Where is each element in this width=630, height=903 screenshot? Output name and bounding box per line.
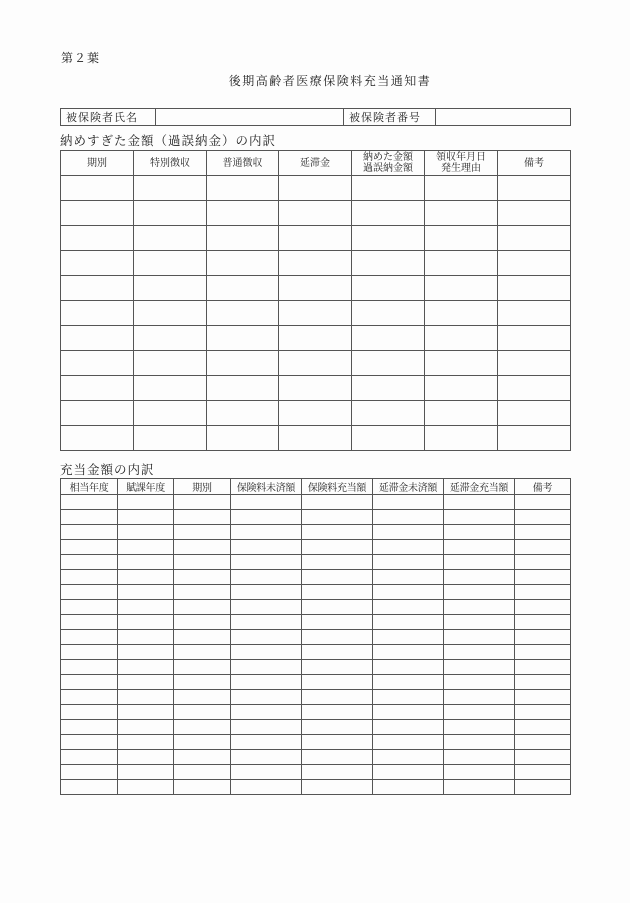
charge-cell[interactable]	[231, 750, 302, 765]
charge-cell[interactable]	[61, 765, 118, 780]
charge-cell[interactable]	[118, 510, 174, 525]
charge-cell[interactable]	[231, 765, 302, 780]
overpayment-cell[interactable]	[352, 251, 425, 276]
charge-cell[interactable]	[231, 570, 302, 585]
charge-cell[interactable]	[302, 600, 373, 615]
overpayment-cell[interactable]	[279, 351, 352, 376]
charge-row	[61, 660, 571, 675]
overpayment-cell[interactable]	[207, 326, 279, 351]
overpayment-cell[interactable]	[425, 401, 498, 426]
charge-cell[interactable]	[174, 525, 231, 540]
charge-cell[interactable]	[174, 495, 231, 510]
overpayment-cell[interactable]	[498, 401, 571, 426]
overpayment-cell[interactable]	[279, 276, 352, 301]
overpayment-cell[interactable]	[134, 426, 207, 451]
charge-cell[interactable]	[373, 765, 444, 780]
charge-cell[interactable]	[174, 570, 231, 585]
col-header-normal-collection: 普通徴収	[207, 151, 279, 176]
charge-cell[interactable]	[444, 780, 515, 795]
charge-cell[interactable]	[515, 735, 571, 750]
overpayment-row	[61, 276, 571, 301]
charge-cell[interactable]	[174, 690, 231, 705]
charge-cell[interactable]	[231, 720, 302, 735]
charge-cell[interactable]	[515, 495, 571, 510]
charge-cell[interactable]	[174, 555, 231, 570]
charge-row	[61, 555, 571, 570]
overpayment-cell[interactable]	[207, 226, 279, 251]
charge-row	[61, 630, 571, 645]
charge-cell[interactable]	[373, 495, 444, 510]
overpayment-cell[interactable]	[279, 401, 352, 426]
overpayment-header-row	[61, 151, 571, 176]
charge-cell[interactable]	[515, 615, 571, 630]
charge-cell[interactable]	[231, 690, 302, 705]
overpayment-cell[interactable]	[134, 226, 207, 251]
charge-cell[interactable]	[302, 675, 373, 690]
charge-cell[interactable]	[174, 540, 231, 555]
overpayment-cell[interactable]	[498, 276, 571, 301]
col-header-late-fee-applied: 延滞金充当額	[444, 479, 515, 495]
overpayment-cell[interactable]	[425, 201, 498, 226]
overpayment-section-title: 納めすぎた金額（過誤納金）の内訳	[60, 133, 277, 148]
charge-cell[interactable]	[61, 660, 118, 675]
charge-cell[interactable]	[373, 600, 444, 615]
overpayment-cell[interactable]	[352, 276, 425, 301]
charge-cell[interactable]	[302, 750, 373, 765]
charge-cell[interactable]	[302, 735, 373, 750]
charge-cell[interactable]	[515, 600, 571, 615]
overpayment-cell[interactable]	[352, 326, 425, 351]
charge-cell[interactable]	[231, 630, 302, 645]
charge-cell[interactable]	[118, 540, 174, 555]
col-header-period: 期別	[61, 151, 134, 176]
charge-cell[interactable]	[302, 705, 373, 720]
overpayment-cell[interactable]	[207, 176, 279, 201]
charge-cell[interactable]	[515, 555, 571, 570]
charge-cell[interactable]	[174, 705, 231, 720]
overpayment-cell[interactable]	[61, 226, 134, 251]
overpayment-cell[interactable]	[207, 351, 279, 376]
charge-cell[interactable]	[61, 705, 118, 720]
insured-number-field[interactable]	[436, 109, 571, 126]
charge-cell[interactable]	[302, 585, 373, 600]
charge-cell[interactable]	[373, 630, 444, 645]
charge-cell[interactable]	[118, 675, 174, 690]
overpayment-cell[interactable]	[425, 176, 498, 201]
charge-cell[interactable]	[444, 570, 515, 585]
overpayment-cell[interactable]	[498, 376, 571, 401]
overpayment-cell[interactable]	[425, 276, 498, 301]
charge-cell[interactable]	[302, 510, 373, 525]
overpayment-cell[interactable]	[134, 251, 207, 276]
charge-cell[interactable]	[444, 690, 515, 705]
charge-cell[interactable]	[373, 780, 444, 795]
overpayment-cell[interactable]	[207, 201, 279, 226]
charge-cell[interactable]	[373, 540, 444, 555]
overpayment-cell[interactable]	[134, 201, 207, 226]
insured-name-label: 被保険者氏名	[61, 109, 156, 126]
charge-cell[interactable]	[61, 585, 118, 600]
charge-cell[interactable]	[231, 660, 302, 675]
charge-cell[interactable]	[373, 525, 444, 540]
overpayment-cell[interactable]	[279, 176, 352, 201]
overpayment-cell[interactable]	[134, 376, 207, 401]
sheet-number-label: 第２葉	[61, 51, 101, 65]
col-header-late-fee: 延滞金	[279, 151, 352, 176]
charge-cell[interactable]	[118, 765, 174, 780]
charge-table	[60, 478, 571, 795]
overpayment-cell[interactable]	[134, 276, 207, 301]
charge-cell[interactable]	[61, 675, 118, 690]
charge-cell[interactable]	[174, 735, 231, 750]
overpayment-cell[interactable]	[498, 326, 571, 351]
overpayment-cell[interactable]	[134, 351, 207, 376]
charge-cell[interactable]	[444, 705, 515, 720]
charge-cell[interactable]	[515, 690, 571, 705]
charge-cell[interactable]	[515, 765, 571, 780]
col-header-receipt-date-reason: 領収年月日 発生理由	[425, 151, 498, 176]
charge-cell[interactable]	[373, 615, 444, 630]
overpayment-cell[interactable]	[61, 251, 134, 276]
insured-name-field[interactable]	[156, 109, 344, 126]
overpayment-row	[61, 176, 571, 201]
overpayment-row	[61, 226, 571, 251]
overpayment-cell[interactable]	[498, 251, 571, 276]
overpayment-cell[interactable]	[425, 301, 498, 326]
overpayment-row	[61, 351, 571, 376]
charge-row	[61, 495, 571, 510]
charge-cell[interactable]	[444, 720, 515, 735]
charge-cell[interactable]	[61, 750, 118, 765]
charge-cell[interactable]	[61, 510, 118, 525]
charge-cell[interactable]	[444, 510, 515, 525]
charge-cell[interactable]	[302, 525, 373, 540]
charge-row	[61, 750, 571, 765]
charge-cell[interactable]	[444, 630, 515, 645]
overpayment-cell[interactable]	[425, 426, 498, 451]
charge-cell[interactable]	[302, 780, 373, 795]
overpayment-cell[interactable]	[352, 401, 425, 426]
overpayment-body	[61, 176, 571, 451]
charge-cell[interactable]	[174, 510, 231, 525]
charge-cell[interactable]	[61, 645, 118, 660]
overpayment-cell[interactable]	[279, 426, 352, 451]
charge-cell[interactable]	[118, 600, 174, 615]
charge-cell[interactable]	[444, 735, 515, 750]
overpayment-table	[60, 150, 571, 451]
charge-cell[interactable]	[174, 585, 231, 600]
charge-cell[interactable]	[118, 720, 174, 735]
charge-cell[interactable]	[302, 615, 373, 630]
overpayment-cell[interactable]	[279, 201, 352, 226]
charge-cell[interactable]	[373, 675, 444, 690]
charge-cell[interactable]	[174, 720, 231, 735]
charge-cell[interactable]	[118, 615, 174, 630]
charge-cell[interactable]	[515, 705, 571, 720]
charge-cell[interactable]	[515, 585, 571, 600]
charge-cell[interactable]	[61, 630, 118, 645]
col-header-applicable-year: 相当年度	[61, 479, 118, 495]
charge-cell[interactable]	[61, 600, 118, 615]
charge-row	[61, 585, 571, 600]
overpayment-cell[interactable]	[498, 201, 571, 226]
overpayment-cell[interactable]	[425, 326, 498, 351]
charge-row	[61, 675, 571, 690]
charge-cell[interactable]	[302, 540, 373, 555]
overpayment-row	[61, 301, 571, 326]
overpayment-row	[61, 376, 571, 401]
overpayment-cell[interactable]	[425, 351, 498, 376]
charge-cell[interactable]	[231, 540, 302, 555]
charge-cell[interactable]	[118, 630, 174, 645]
overpayment-cell[interactable]	[61, 301, 134, 326]
charge-cell[interactable]	[174, 780, 231, 795]
charge-cell[interactable]	[118, 645, 174, 660]
charge-cell[interactable]	[444, 615, 515, 630]
overpayment-cell[interactable]	[61, 351, 134, 376]
overpayment-row	[61, 426, 571, 451]
col-header-assessment-year: 賦課年度	[118, 479, 174, 495]
charge-cell[interactable]	[118, 780, 174, 795]
charge-row	[61, 600, 571, 615]
charge-cell[interactable]	[515, 525, 571, 540]
charge-cell[interactable]	[373, 570, 444, 585]
overpayment-cell[interactable]	[352, 351, 425, 376]
charge-cell[interactable]	[515, 720, 571, 735]
overpayment-cell[interactable]	[498, 351, 571, 376]
charge-cell[interactable]	[231, 510, 302, 525]
charge-cell[interactable]	[515, 750, 571, 765]
charge-cell[interactable]	[174, 660, 231, 675]
overpayment-cell[interactable]	[425, 226, 498, 251]
charge-cell[interactable]	[174, 645, 231, 660]
overpayment-cell[interactable]	[61, 276, 134, 301]
overpayment-cell[interactable]	[279, 301, 352, 326]
charge-cell[interactable]	[231, 525, 302, 540]
charge-cell[interactable]	[302, 720, 373, 735]
charge-cell[interactable]	[118, 735, 174, 750]
charge-cell[interactable]	[231, 735, 302, 750]
charge-row	[61, 690, 571, 705]
charge-row	[61, 570, 571, 585]
charge-cell[interactable]	[444, 495, 515, 510]
charge-row	[61, 510, 571, 525]
charge-row	[61, 735, 571, 750]
insured-info-table	[60, 108, 571, 126]
charge-cell[interactable]	[174, 675, 231, 690]
insured-number-label: 被保険者番号	[344, 109, 436, 126]
overpayment-cell[interactable]	[498, 301, 571, 326]
charge-cell[interactable]	[231, 600, 302, 615]
overpayment-cell[interactable]	[279, 326, 352, 351]
charge-cell[interactable]	[444, 585, 515, 600]
charge-cell[interactable]	[231, 780, 302, 795]
charge-cell[interactable]	[118, 495, 174, 510]
overpayment-cell[interactable]	[207, 401, 279, 426]
charge-cell[interactable]	[515, 660, 571, 675]
charge-cell[interactable]	[444, 750, 515, 765]
col-header-remarks: 備考	[515, 479, 571, 495]
charge-row	[61, 705, 571, 720]
overpayment-row	[61, 326, 571, 351]
charge-cell[interactable]	[118, 750, 174, 765]
insured-info-row	[61, 109, 571, 126]
overpayment-cell[interactable]	[279, 251, 352, 276]
overpayment-cell[interactable]	[425, 376, 498, 401]
charge-cell[interactable]	[174, 630, 231, 645]
charge-cell[interactable]	[61, 615, 118, 630]
charge-cell[interactable]	[118, 585, 174, 600]
col-header-period: 期別	[174, 479, 231, 495]
charge-cell[interactable]	[515, 510, 571, 525]
charge-cell[interactable]	[515, 645, 571, 660]
charge-row	[61, 525, 571, 540]
charge-cell[interactable]	[302, 570, 373, 585]
charge-cell[interactable]	[515, 570, 571, 585]
col-header-premium-applied: 保険料充当額	[302, 479, 373, 495]
charge-cell[interactable]	[61, 525, 118, 540]
charge-cell[interactable]	[174, 615, 231, 630]
charge-cell[interactable]	[373, 720, 444, 735]
charge-cell[interactable]	[444, 600, 515, 615]
overpayment-cell[interactable]	[134, 176, 207, 201]
charge-cell[interactable]	[302, 555, 373, 570]
charge-cell[interactable]	[118, 555, 174, 570]
charge-cell[interactable]	[61, 540, 118, 555]
overpayment-cell[interactable]	[61, 426, 134, 451]
charge-cell[interactable]	[118, 570, 174, 585]
charge-cell[interactable]	[302, 630, 373, 645]
charge-cell[interactable]	[515, 540, 571, 555]
overpayment-cell[interactable]	[134, 301, 207, 326]
charge-cell[interactable]	[61, 780, 118, 795]
overpayment-cell[interactable]	[352, 376, 425, 401]
overpayment-cell[interactable]	[352, 301, 425, 326]
overpayment-cell[interactable]	[279, 376, 352, 401]
charge-cell[interactable]	[231, 705, 302, 720]
overpayment-cell[interactable]	[207, 301, 279, 326]
overpayment-cell[interactable]	[279, 226, 352, 251]
col-header-paid-overpaid-amount: 納めた金額 過誤納金額	[352, 151, 425, 176]
charge-row	[61, 615, 571, 630]
charge-cell[interactable]	[231, 675, 302, 690]
charge-cell[interactable]	[231, 585, 302, 600]
charge-cell[interactable]	[174, 600, 231, 615]
charge-cell[interactable]	[373, 705, 444, 720]
charge-cell[interactable]	[118, 690, 174, 705]
charge-row	[61, 645, 571, 660]
charge-cell[interactable]	[118, 705, 174, 720]
charge-cell[interactable]	[174, 765, 231, 780]
charge-row	[61, 780, 571, 795]
overpayment-cell[interactable]	[498, 226, 571, 251]
charge-cell[interactable]	[444, 540, 515, 555]
charge-cell[interactable]	[373, 660, 444, 675]
charge-cell[interactable]	[373, 555, 444, 570]
overpayment-row	[61, 401, 571, 426]
overpayment-cell[interactable]	[498, 426, 571, 451]
overpayment-cell[interactable]	[207, 251, 279, 276]
overpayment-cell[interactable]	[61, 201, 134, 226]
charge-cell[interactable]	[444, 765, 515, 780]
overpayment-cell[interactable]	[61, 401, 134, 426]
charge-cell[interactable]	[231, 555, 302, 570]
charge-cell[interactable]	[515, 675, 571, 690]
col-header-remarks: 備考	[498, 151, 571, 176]
overpayment-row	[61, 201, 571, 226]
overpayment-cell[interactable]	[61, 176, 134, 201]
overpayment-cell[interactable]	[352, 201, 425, 226]
charge-cell[interactable]	[515, 630, 571, 645]
overpayment-row	[61, 251, 571, 276]
charge-row	[61, 765, 571, 780]
overpayment-cell[interactable]	[207, 426, 279, 451]
charge-cell[interactable]	[373, 750, 444, 765]
charge-cell[interactable]	[231, 615, 302, 630]
overpayment-cell[interactable]	[61, 376, 134, 401]
charge-cell[interactable]	[61, 735, 118, 750]
charge-cell[interactable]	[444, 525, 515, 540]
charge-row	[61, 720, 571, 735]
charge-cell[interactable]	[231, 645, 302, 660]
col-header-special-collection: 特別徴収	[134, 151, 207, 176]
charge-cell[interactable]	[444, 555, 515, 570]
charge-cell[interactable]	[118, 660, 174, 675]
charge-cell[interactable]	[61, 720, 118, 735]
charge-cell[interactable]	[373, 690, 444, 705]
charge-cell[interactable]	[118, 525, 174, 540]
overpayment-cell[interactable]	[134, 326, 207, 351]
overpayment-cell[interactable]	[498, 176, 571, 201]
charge-cell[interactable]	[444, 660, 515, 675]
charge-cell[interactable]	[174, 750, 231, 765]
charge-cell[interactable]	[302, 495, 373, 510]
col-header-late-fee-unpaid: 延滞金未済額	[373, 479, 444, 495]
overpayment-cell[interactable]	[425, 251, 498, 276]
charge-section-title: 充当金額の内訳	[60, 462, 155, 477]
charge-cell[interactable]	[444, 675, 515, 690]
overpayment-cell[interactable]	[352, 226, 425, 251]
charge-cell[interactable]	[373, 735, 444, 750]
charge-header-row	[61, 479, 571, 495]
charge-cell[interactable]	[302, 765, 373, 780]
overpayment-cell[interactable]	[352, 176, 425, 201]
charge-cell[interactable]	[61, 690, 118, 705]
overpayment-cell[interactable]	[61, 326, 134, 351]
charge-cell[interactable]	[373, 510, 444, 525]
charge-cell[interactable]	[61, 495, 118, 510]
overpayment-cell[interactable]	[134, 401, 207, 426]
charge-cell[interactable]	[302, 660, 373, 675]
overpayment-cell[interactable]	[207, 376, 279, 401]
document-title: 後期高齢者医療保険料充当通知書	[228, 74, 432, 88]
charge-cell[interactable]	[302, 645, 373, 660]
charge-cell[interactable]	[515, 780, 571, 795]
charge-body	[61, 495, 571, 795]
charge-cell[interactable]	[61, 555, 118, 570]
charge-cell[interactable]	[373, 645, 444, 660]
charge-cell[interactable]	[444, 645, 515, 660]
overpayment-cell[interactable]	[352, 426, 425, 451]
charge-cell[interactable]	[302, 690, 373, 705]
overpayment-cell[interactable]	[207, 276, 279, 301]
charge-cell[interactable]	[373, 585, 444, 600]
col-header-premium-unpaid: 保険料未済額	[231, 479, 302, 495]
charge-row	[61, 540, 571, 555]
charge-cell[interactable]	[231, 495, 302, 510]
charge-cell[interactable]	[61, 570, 118, 585]
